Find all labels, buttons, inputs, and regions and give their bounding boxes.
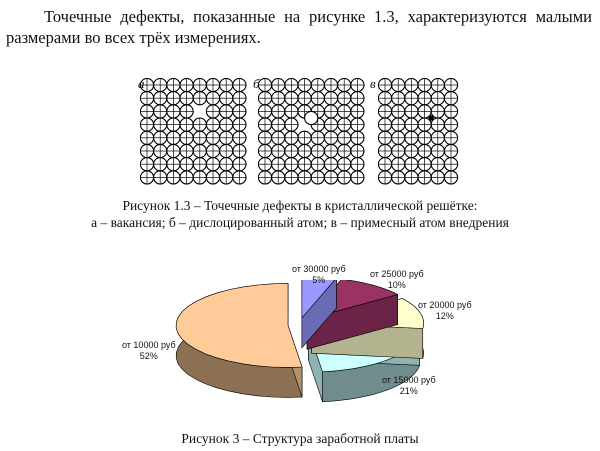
slice-label-20000 bbox=[418, 300, 472, 322]
slice-label-15000-name: от 15000 руб bbox=[382, 375, 436, 385]
slice-label-20000-name: от 20000 руб bbox=[418, 300, 472, 310]
slice-label-15000-percent: 21% bbox=[399, 386, 418, 396]
figure-letter-b: б bbox=[253, 76, 260, 91]
figure-letter-a: а bbox=[138, 76, 145, 91]
lattice-vacancy-diagram bbox=[140, 78, 250, 186]
figure1-caption-line1: Рисунок 1.3 – Точечные дефекты в кристаллической решётке: bbox=[122, 198, 478, 213]
pie-slice bbox=[176, 283, 302, 397]
interstitial-atom bbox=[429, 115, 434, 120]
slice-label-25000-name: от 25000 руб bbox=[370, 269, 424, 279]
slice-label-30000-name: от 30000 руб bbox=[292, 264, 346, 274]
body-paragraph: Точечные дефекты, показанные на рисунке 1.3, характеризуются малыми размерами во всех трёх измерениях. bbox=[6, 7, 592, 47]
figure-letter-v: в bbox=[370, 76, 376, 91]
slice-label-30000 bbox=[292, 264, 346, 286]
slice-label-10000-percent: 52% bbox=[139, 351, 158, 361]
lattice-dislocated-atom-diagram bbox=[258, 78, 368, 186]
slice-label-20000-percent: 12% bbox=[435, 311, 454, 321]
slice-label-25000 bbox=[370, 269, 424, 291]
figure1-caption-line2: а – вакансия; б – дислоцированный атом; в – примесный атом внедрения bbox=[91, 215, 509, 230]
slice-label-10000 bbox=[122, 340, 176, 362]
slice-label-30000-percent: 5% bbox=[312, 275, 326, 285]
slice-label-25000-percent: 10% bbox=[387, 280, 406, 290]
dislocated-atom bbox=[305, 111, 318, 124]
lattice-interstitial-atom-diagram bbox=[378, 78, 462, 186]
slice-label-10000-name: от 10000 руб bbox=[122, 340, 176, 350]
slice-label-15000 bbox=[382, 375, 436, 397]
figure2-caption: Рисунок 3 – Структура заработной платы bbox=[181, 431, 419, 446]
